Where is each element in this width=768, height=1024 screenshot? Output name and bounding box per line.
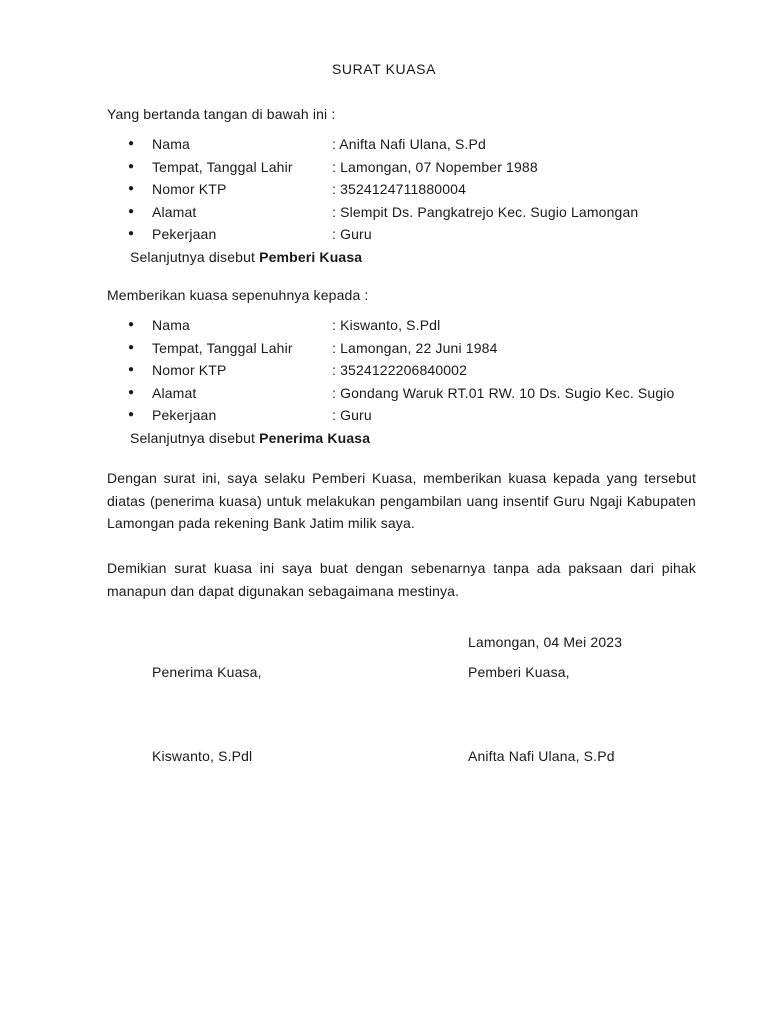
bullet-icon: ● xyxy=(128,319,135,330)
giver-detail-row xyxy=(107,201,707,224)
receiver-role-label: Penerima Kuasa, xyxy=(152,664,262,680)
receiver-detail-row xyxy=(107,359,707,382)
detail-value: : 3524124711880004 xyxy=(332,181,467,198)
detail-value: : Anifta Nafi Ulana, S.Pd xyxy=(332,136,486,152)
body-paragraph: Dengan surat ini, saya selaku Pemberi Kuasa, memberikan kuasa kepada yang tersebut diatas (penerima kuasa) untuk melakukan pengambilan uang insentif Guru Ngaji Kabupaten Lamongan pada rekening Bank Jatim milik saya. xyxy=(107,470,696,532)
bullet-icon: ● xyxy=(128,205,135,217)
detail-value: : Lamongan, 07 Nopember 1988 xyxy=(332,158,538,175)
detail-label: Pekerjaan xyxy=(152,407,217,424)
giver-detail-row xyxy=(107,156,707,179)
receiver-details-list xyxy=(107,314,707,427)
detail-label: Alamat xyxy=(152,384,197,401)
detail-label: Tempat, Tanggal Lahir xyxy=(152,158,293,175)
place-date: Lamongan, 04 Mei 2023 xyxy=(468,634,623,650)
intro2-text: Memberikan kuasa sepenuhnya kepada : xyxy=(107,287,369,303)
bullet-icon: ● xyxy=(128,183,135,195)
giver-detail-row xyxy=(107,223,707,246)
bullet-icon: ● xyxy=(128,386,135,398)
giver-details-list xyxy=(107,133,707,246)
intro-text: Yang bertanda tangan di bawah ini : xyxy=(107,106,336,122)
detail-label: Tempat, Tanggal Lahir xyxy=(152,339,293,356)
bullet-icon: ● xyxy=(128,341,135,353)
designation-bold: Penerima Kuasa xyxy=(259,430,371,446)
designation-prefix: Selanjutnya disebut xyxy=(130,249,260,265)
designation-prefix: Selanjutnya disebut xyxy=(130,430,260,446)
giver-role-label: Pemberi Kuasa, xyxy=(468,664,570,680)
giver-designation xyxy=(130,249,362,265)
receiver-designation xyxy=(130,430,370,446)
giver-signature-name: Anifta Nafi Ulana, S.Pd xyxy=(468,748,615,764)
receiver-detail-row xyxy=(107,337,707,360)
detail-label: Nomor KTP xyxy=(152,181,227,198)
detail-label: Nama xyxy=(152,317,190,333)
detail-label: Pekerjaan xyxy=(152,226,217,243)
detail-value: : Lamongan, 22 Juni 1984 xyxy=(332,339,498,356)
bullet-icon: ● xyxy=(128,138,135,149)
bullet-icon: ● xyxy=(128,364,135,376)
detail-value: : Slempit Ds. Pangkatrejo Kec. Sugio Lamongan xyxy=(332,203,639,220)
detail-label: Nama xyxy=(152,136,190,152)
giver-detail-row xyxy=(107,178,707,201)
detail-value: : Gondang Waruk RT.01 RW. 10 Ds. Sugio Kec. Sugio xyxy=(332,384,675,401)
detail-label: Nomor KTP xyxy=(152,362,227,379)
detail-value: : Guru xyxy=(332,407,372,424)
receiver-detail-row xyxy=(107,314,707,337)
receiver-detail-row xyxy=(107,382,707,405)
receiver-detail-row xyxy=(107,404,707,427)
designation-bold: Pemberi Kuasa xyxy=(259,249,363,265)
detail-label: Alamat xyxy=(152,203,197,220)
receiver-signature-name: Kiswanto, S.Pdl xyxy=(152,748,253,764)
closing-paragraph: Demikian surat kuasa ini saya buat dengan sebenarnya tanpa ada paksaan dari pihak manapun dan dapat digunakan sebagaimana mestinya. xyxy=(107,560,696,599)
bullet-icon: ● xyxy=(128,409,135,421)
detail-value: : 3524122206840002 xyxy=(332,362,468,379)
detail-value: : Guru xyxy=(332,226,372,243)
giver-detail-row xyxy=(107,133,707,156)
bullet-icon: ● xyxy=(128,160,135,172)
bullet-icon: ● xyxy=(128,228,135,240)
letter-title: SURAT KUASA xyxy=(331,61,437,77)
detail-value: : Kiswanto, S.Pdl xyxy=(332,317,441,333)
